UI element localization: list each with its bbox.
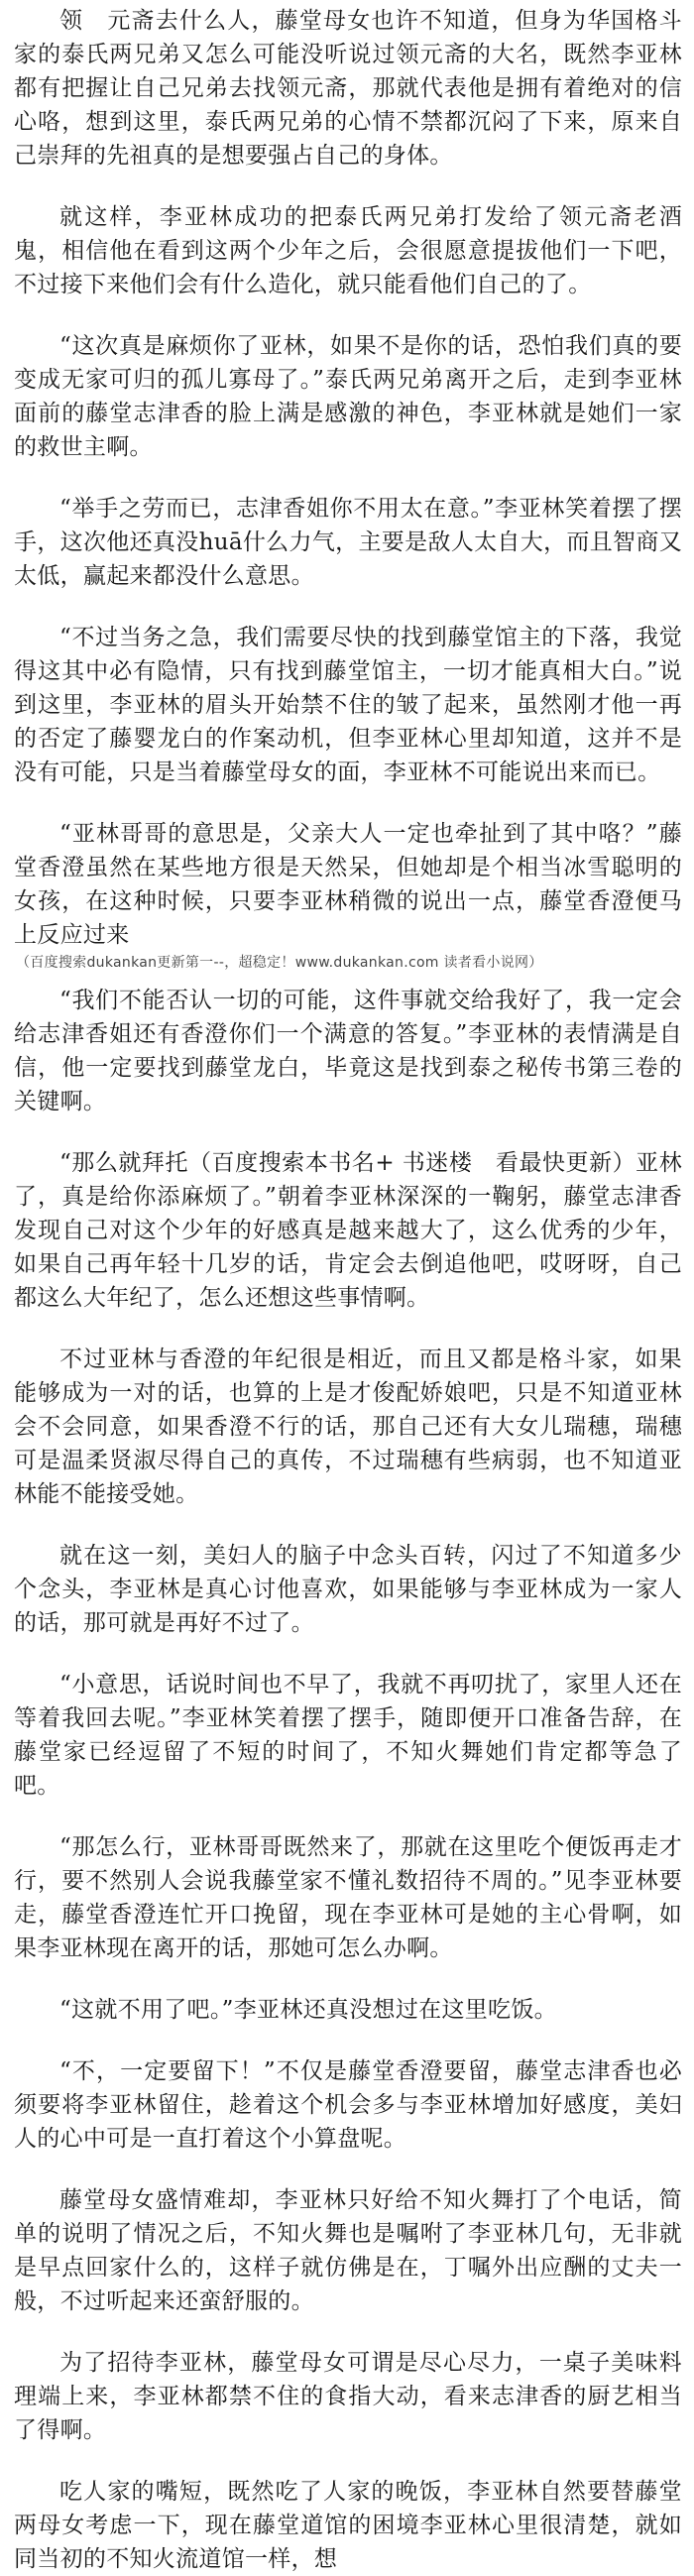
- paragraph-gap: [14, 2318, 682, 2346]
- paragraph-gap: [14, 1965, 682, 1993]
- paragraph: 藤堂母女盛情难却，李亚林只好给不知火舞打了个电话，简单的说明了情况之后，不知火舞也是嘱咐了李亚林几句，无非就是早点回家什么的，这样子就仿佛是在，丁嘱外出应酬的丈夫一般，不过听起来还蛮舒服的。: [14, 2187, 682, 2314]
- paragraph-gap: [14, 593, 682, 621]
- paragraph-gap: [14, 1803, 682, 1830]
- paragraph-gap: [14, 974, 682, 984]
- paragraph-gap: [14, 2027, 682, 2054]
- paragraph: “这次真是麻烦你了亚林，如果不是你的话，恐怕我们真的要变成无家可归的孤儿寡母了。”泰氏两兄弟离开之后，走到李亚林面前的藤堂志津香的脸上满是感激的神色，李亚林就是她们一家的救世主啊。: [14, 333, 682, 460]
- paragraph-gap: [14, 2156, 682, 2183]
- paragraph-gap: [14, 789, 682, 817]
- paragraph-gap: [14, 173, 682, 200]
- paragraph-gap: [14, 301, 682, 329]
- paragraph: “小意思，话说时间也不早了，我就不再叨扰了，家里人还在等着我回去呢。”李亚林笑着摆了摆手，随即便开口准备告辞，在藤堂家已经逗留了不短的时间了，不知火舞她们肯定都等急了吧。: [14, 1672, 682, 1799]
- paragraph: 不过亚林与香澄的年纪很是相近，而且又都是格斗家，如果能够成为一对的话，也算的上是才俊配娇娘吧，只是不知道亚林会不会同意，如果香澄不行的话，那自己还有大女儿瑞穗，瑞穗可是温柔贤淑尽得自己的真传，不过瑞穗有些病弱，也不知道亚林能不能接受她。: [14, 1347, 682, 1507]
- paragraph-gap: [14, 1511, 682, 1539]
- paragraph: 吃人家的嘴短，既然吃了人家的晚饭，李亚林自然要替藤堂两母女考虑一下，现在藤堂道馆的困境李亚林心里很清楚，就如同当初的不知火流道馆一样，想: [14, 2479, 682, 2572]
- paragraph: 领 元斋去什么人，藤堂母女也许不知道，但身为华国格斗家的泰氏两兄弟又怎么可能没听说过领元斋的大名，既然李亚林都有把握让自己兄弟去找领元斋，那就代表他是拥有着绝对的信心咯，想到这里，泰氏两兄弟的心情不禁都沉闷了下来，原来自己崇拜的先祖真的是想要强占自己的身体。: [14, 8, 682, 169]
- paragraph-gap: [14, 2447, 682, 2475]
- paragraph-gap: [14, 1640, 682, 1668]
- paragraph: “这就不用了吧。”李亚林还真没想过在这里吃饭。: [59, 1997, 557, 2023]
- paragraph: “举手之劳而已，志津香姐你不用太在意。”李亚林笑着摆了摆手，这次他还真没huā什么力气，主要是敌人太自大，而且智商又太低，赢起来都没什么意思。: [14, 496, 682, 589]
- paragraph-gap: [14, 1315, 682, 1343]
- paragraph-gap: [14, 1118, 682, 1146]
- paragraph: “那怎么行，亚林哥哥既然来了，那就在这里吃个便饭再走才行，要不然别人会说我藤堂家不懂礼数招待不周的。”见李亚林要走，藤堂香澄连忙开口挽留，现在李亚林可是她的主心骨啊，如果李亚林现在离开的话，那她可怎么办啊。: [14, 1834, 682, 1961]
- paragraph: “不，一定要留下！”不仅是藤堂香澄要留，藤堂志津香也必须要将李亚林留住，趁着这个机会多与李亚林增加好感度，美妇人的心中可是一直打着这个小算盘呢。: [14, 2058, 682, 2152]
- watermark-line: （百度搜索dukankan更新第一--，超稳定！www.dukankan.com 读者看小说网）: [16, 955, 543, 971]
- paragraph: “亚林哥哥的意思是，父亲大人一定也牵扯到了其中咯？”藤堂香澄虽然在某些地方很是天然呆，但她却是个相当冰雪聪明的女孩，在这种时候，只要李亚林稍微的说出一点，藤堂香澄便马上反应过来: [14, 821, 682, 948]
- paragraph: 就这样，李亚林成功的把泰氏两兄弟打发给了领元斋老酒鬼，相信他在看到这两个少年之后，会很愿意提拔他们一下吧，不过接下来他们会有什么造化，就只能看他们自己的了。: [14, 204, 682, 297]
- paragraph: “不过当务之急，我们需要尽快的找到藤堂馆主的下落，我觉得这其中必有隐情，只有找到藤堂馆主，一切才能真相大白。”说到这里，李亚林的眉头开始禁不住的皱了起来，虽然刚才他一再的否定了藤婴龙白的作案动机，但李亚林心里却知道，这并不是没有可能，只是当着藤堂母女的面，李亚林不可能说出来而已。: [14, 625, 682, 785]
- paragraph: 就在这一刻，美妇人的脑子中念头百转，闪过了不知道多少个念头，李亚林是真心讨他喜欢，如果能够与李亚林成为一家人的话，那可就是再好不过了。: [14, 1543, 682, 1636]
- paragraph: “那么就拜托（百度搜索本书名+ 书迷楼 看最快更新）亚林了，真是给你添麻烦了。”朝着李亚林深深的一鞠躬，藤堂志津香发现自己对这个少年的好感真是越来越大了，这么优秀的少年，如果自己再年轻十几岁的话，肯定会去倒追他吧，哎呀呀，自己都这么大年纪了，怎么还想这些事情啊。: [14, 1150, 682, 1311]
- paragraph: 为了招待李亚林，藤堂母女可谓是尽心尽力，一桌子美味料理端上来，李亚林都禁不住的食指大动，看来志津香的厨艺相当了得啊。: [14, 2350, 682, 2443]
- paragraph-gap: [14, 464, 682, 492]
- paragraph: “我们不能否认一切的可能，这件事就交给我好了，我一定会给志津香姐还有香澄你们一个满意的答复。”李亚林的表情满是自信，他一定要找到藤堂龙白，毕竟这是找到泰之秘传书第三卷的关键啊。: [14, 988, 682, 1114]
